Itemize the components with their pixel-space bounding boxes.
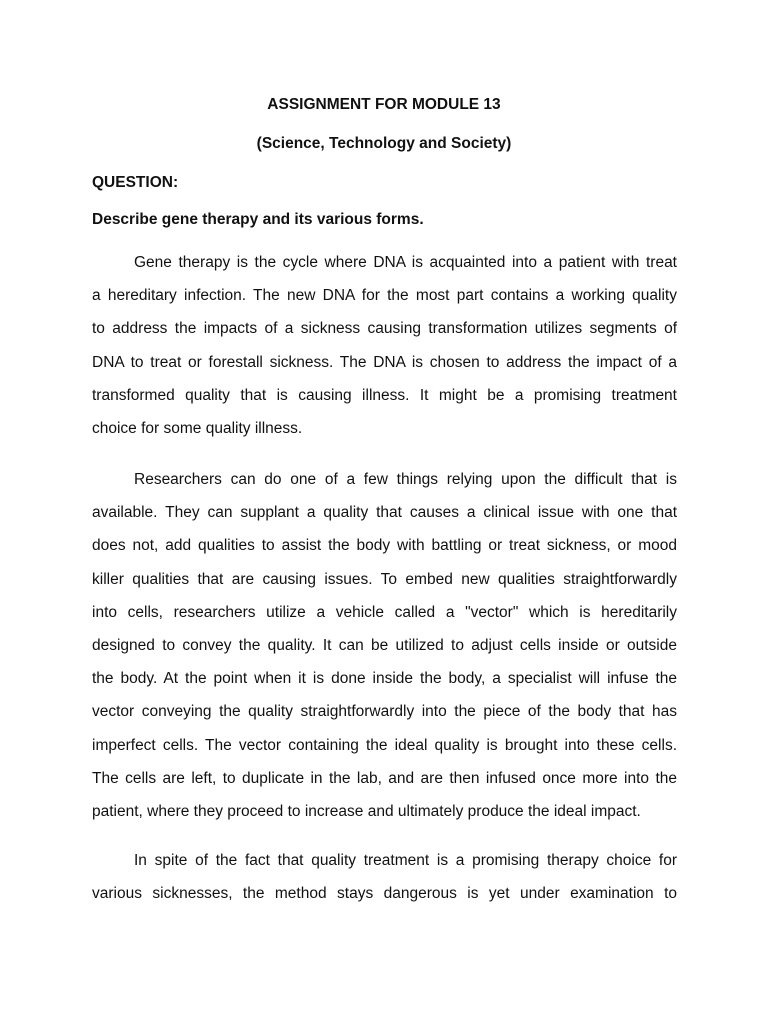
- paragraph-line: the body. At the point when it is done inside the body, a specialist will infuse the: [92, 670, 677, 688]
- question-text: Describe gene therapy and its various forms.: [92, 211, 424, 228]
- paragraph-line: to address the impacts of a sickness causing transformation utilizes segments of: [92, 320, 677, 338]
- paragraph-line: patient, where they proceed to increase and ultimately produce the ideal impact.: [92, 802, 641, 820]
- question-label: QUESTION:: [92, 174, 179, 191]
- paragraph-line: Gene therapy is the cycle where DNA is acquainted into a patient with treat: [134, 254, 677, 271]
- paragraph-line: The cells are left, to duplicate in the lab, and are then infused once more into the: [92, 769, 677, 787]
- paragraph-line: transformed quality that is causing illness. It might be a promising treatment: [92, 386, 677, 404]
- course-subtitle: (Science, Technology and Society): [256, 135, 512, 152]
- paragraph-line: a hereditary infection. The new DNA for the most part contains a working quality: [92, 287, 677, 305]
- paragraph-line: available. They can supplant a quality that causes a clinical issue with one that: [92, 504, 677, 522]
- paragraph-2: [92, 470, 677, 835]
- paragraph-line: imperfect cells. The vector containing the ideal quality is brought into these cells.: [92, 736, 677, 754]
- paragraph-line: does not, add qualities to assist the body with battling or treat sickness, or mood: [92, 537, 677, 555]
- paragraph-line: vector conveying the quality straightforwardly into the piece of the body that has: [92, 703, 677, 721]
- assignment-title: ASSIGNMENT FOR MODULE 13: [267, 96, 501, 113]
- paragraph-line: Researchers can do one of a few things relying upon the difficult that is: [134, 471, 677, 488]
- paragraph-1: [92, 253, 677, 452]
- paragraph-line: killer qualities that are causing issues. To embed new qualities straightforwardly: [92, 570, 677, 588]
- paragraph-line: In spite of the fact that quality treatment is a promising therapy choice for: [134, 852, 677, 869]
- paragraph-line: various sicknesses, the method stays dangerous is yet under examination to: [92, 885, 677, 903]
- paragraph-line: designed to convey the quality. It can be utilized to adjust cells inside or outside: [92, 636, 677, 654]
- paragraph-line: DNA to treat or forestall sickness. The DNA is chosen to address the impact of a: [92, 353, 677, 371]
- paragraph-line: choice for some quality illness.: [92, 419, 303, 437]
- paragraph-line: into cells, researchers utilize a vehicle called a "vector" which is hereditarily: [92, 603, 677, 621]
- paragraph-3: [92, 851, 677, 917]
